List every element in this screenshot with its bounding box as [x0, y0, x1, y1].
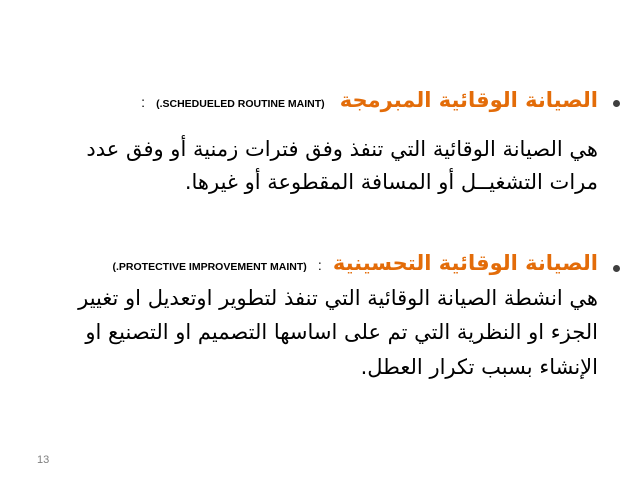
section1-term: (.SCHEDUELED ROUTINE MAINT) — [156, 98, 325, 110]
section2-colon: : — [317, 257, 322, 273]
bullet-2 — [613, 265, 620, 272]
section2-line-1: هي انشطة الصيانة الوقائية التي تنفذ لتطوير اوتعديل او تغيير — [78, 286, 598, 310]
section1-line-2: مرات التشغيــل أو المسافة المقطوعة أو غيرها. — [184, 170, 598, 194]
section1-colon: : — [141, 94, 145, 110]
bullet-1 — [613, 100, 620, 107]
section2-heading: الصيانة الوقائية التحسينية — [332, 251, 598, 275]
section1-line-1: هي الصيانة الوقائية التي تنفذ وفق فترات زمنية أو وفق عدد — [86, 137, 598, 161]
page-number: 13 — [37, 454, 50, 466]
section2-term: (.PROTECTIVE IMPROVEMENT MAINT) — [112, 261, 307, 273]
section2-heading-row — [113, 251, 599, 275]
section2-line-2: الجزء او النظرية التي تم على اساسها التصميم او التصنيع او — [85, 320, 598, 344]
section1-heading: الصيانة الوقائية المبرمجة — [339, 88, 598, 112]
section2-line-3: الإنشاء بسبب تكرار العطل. — [360, 355, 598, 379]
section1-heading-row — [141, 88, 598, 112]
